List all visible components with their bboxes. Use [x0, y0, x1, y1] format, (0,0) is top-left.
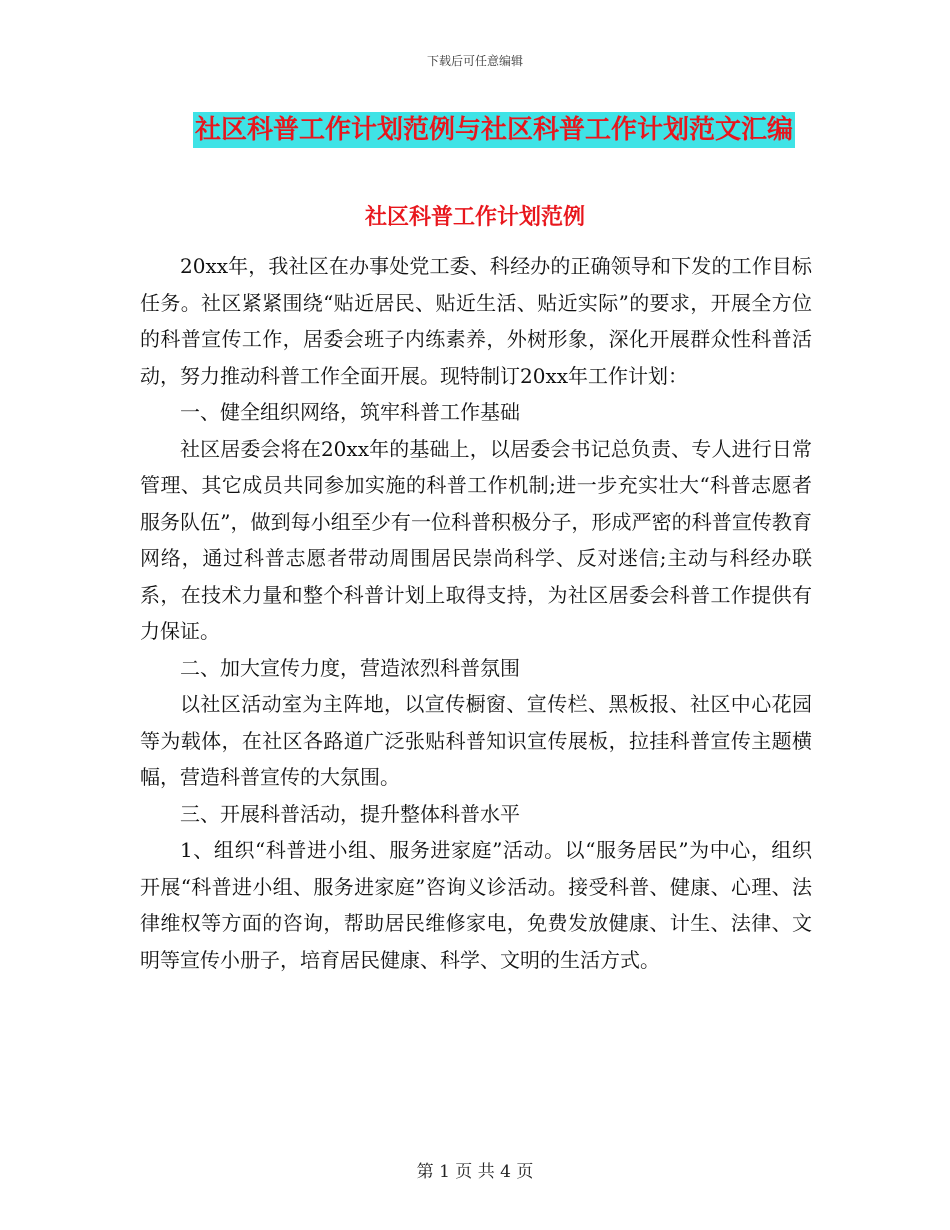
paragraph-heading-2: 二、加大宣传力度，营造浓烈科普氛围 [180, 655, 520, 680]
document-body [140, 248, 812, 978]
paragraph-heading-3: 三、开展科普活动，提升整体科普水平 [180, 801, 520, 826]
document-title: 社区科普工作计划范例与社区科普工作计划范文汇编 [193, 112, 795, 148]
paragraph-intro: 20xx年，我社区在办事处党工委、科经办的正确领导和下发的工作目标任务。社区紧紧围绕“贴近居民、贴近生活、贴近实际”的要求，开展全方位的科普宣传工作，居委会班子内练素养，外树形象，深化开展群众性科普活动，努力推动科普工作全面开展。现特制订20xx年工作计划： [140, 254, 812, 388]
paragraph-publicity: 以社区活动室为主阵地，以宣传橱窗、宣传栏、黑板报、社区中心花园等为载体，在社区各路道广泛张贴科普知识宣传展板，拉挂科普宣传主题横幅，营造科普宣传的大氛围。 [140, 692, 812, 789]
paragraph-organization: 社区居委会将在20xx年的基础上，以居委会书记总负责、专人进行日常管理、其它成员共同参加实施的科普工作机制;进一步充实壮大“科普志愿者服务队伍”，做到每小组至少有一位科普积极分子，形成严密的科普宣传教育网络，通过科普志愿者带动周围居民崇尚科学、反对迷信;主动与科经办联系，在技术力量和整个科普计划上取得支持，为社区居委会科普工作提供有力保证。 [140, 436, 812, 643]
paragraph-activity-1: 1、组织“科普进小组、服务进家庭”活动。以“服务居民”为中心，组织开展“科普进小组、服务进家庭”咨询义诊活动。接受科普、健康、心理、法律维权等方面的咨询，帮助居民维修家电，免费发放健康、计生、法律、文明等宣传小册子，培育居民健康、科学、文明的生活方式。 [140, 838, 812, 972]
paragraph-heading-1: 一、健全组织网络，筑牢科普工作基础 [180, 400, 520, 424]
section-title: 社区科普工作计划范例 [364, 205, 585, 230]
page-number-footer: 第 1 页 共 4 页 [416, 1162, 534, 1182]
header-note: 下载后可任意编辑 [426, 54, 523, 68]
